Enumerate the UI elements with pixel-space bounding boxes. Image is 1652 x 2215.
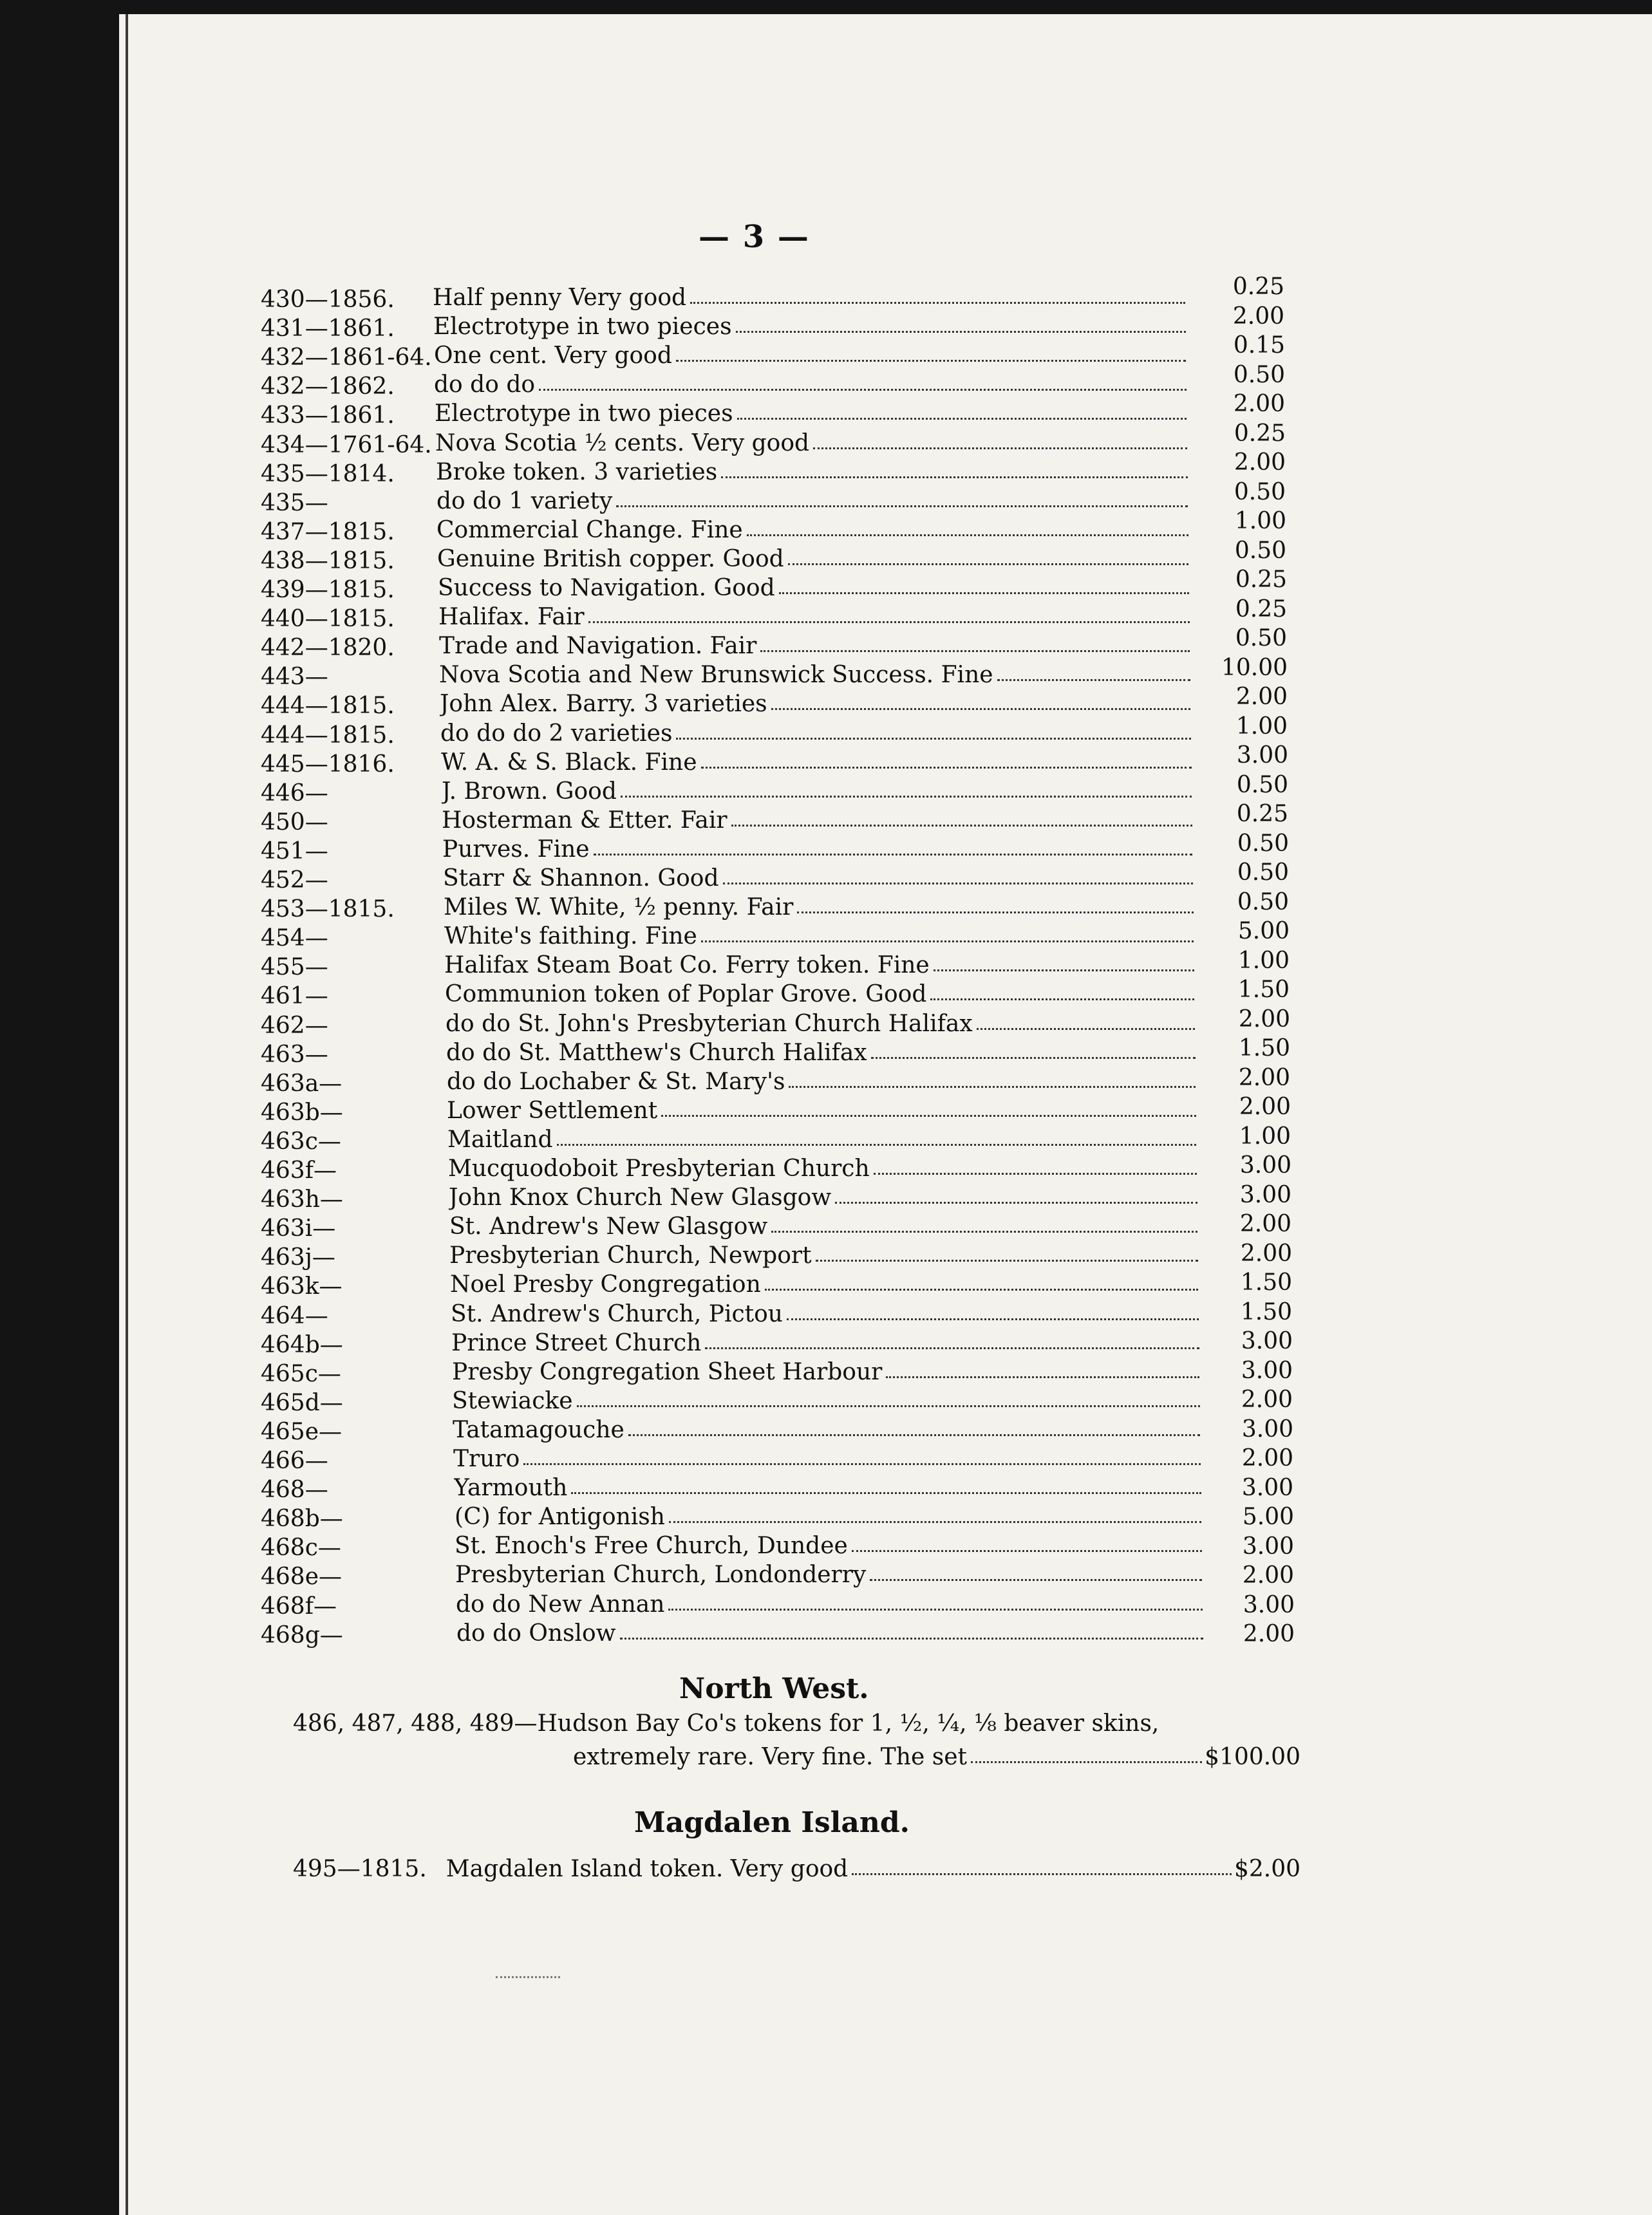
item-description-text: Electrotype in two pieces: [433, 313, 732, 340]
item-price: 3.00: [1241, 1475, 1293, 1501]
item-description-text: Stewiacke: [452, 1388, 573, 1414]
leader-dots: [930, 998, 1194, 1000]
item-description-text: St. Enoch's Free Church, Dundee: [455, 1533, 848, 1559]
lot-number: 451—: [261, 838, 328, 865]
leader-dots: [737, 418, 1187, 420]
item-price: 0.25: [1235, 596, 1287, 622]
item-description: [438, 573, 1192, 601]
item-description: [450, 1269, 1201, 1298]
item-description-text: Half penny Very good: [433, 285, 687, 311]
leader-dots: [971, 1761, 1202, 1763]
item-description-text: Truro: [453, 1446, 520, 1472]
item-price: 2.00: [1232, 303, 1284, 330]
leader-dots: [771, 708, 1190, 710]
item-description: [438, 602, 1192, 630]
item-price: 0.50: [1237, 889, 1289, 915]
leader-dots: [747, 534, 1188, 536]
item-description: [434, 341, 1188, 369]
item-description-text: Broke token. 3 varieties: [436, 459, 718, 485]
lot-number: 431—1861.: [261, 315, 395, 342]
item-description: [456, 1589, 1205, 1618]
lot-number: 434—1761-64.: [261, 432, 432, 458]
item-price: 2.00: [1238, 1065, 1290, 1091]
leader-dots: [997, 679, 1190, 681]
item-description: [433, 283, 1188, 311]
leader-dots: [736, 331, 1186, 333]
leader-dots: [620, 1638, 1204, 1640]
item-price: 1.50: [1240, 1299, 1292, 1325]
item-description: [456, 1618, 1206, 1647]
lot-number: 442—1820.: [261, 635, 395, 661]
lot-number: 461—: [261, 983, 328, 1009]
item-price: 2.00: [1239, 1211, 1291, 1237]
lot-number: 432—1861-64.: [261, 344, 432, 371]
item-description-text: Maitland: [447, 1126, 553, 1153]
leader-dots: [813, 447, 1187, 449]
item-price: 1.50: [1238, 1035, 1290, 1061]
lot-number: 468c—: [261, 1535, 341, 1561]
lot-number: 443—: [261, 664, 328, 690]
item-description-text: Starr & Shannon. Good: [443, 865, 719, 892]
leader-dots: [628, 1434, 1200, 1436]
leader-dots: [723, 883, 1193, 884]
leader-dots: [676, 360, 1186, 362]
item-description: [444, 892, 1196, 921]
leader-dots: [661, 1115, 1196, 1117]
item-description: [440, 718, 1194, 747]
item-description-text: Lower Settlement: [447, 1098, 658, 1124]
item-description: [436, 486, 1190, 514]
item-price: 3.00: [1236, 742, 1288, 769]
item-description: [436, 457, 1190, 485]
item-price: 3.00: [1239, 1152, 1291, 1179]
lot-number: 450—: [261, 809, 328, 836]
lot-number: 468g—: [261, 1622, 343, 1649]
north-west-entry-line2: [573, 1742, 1300, 1770]
leader-dots: [668, 1609, 1203, 1611]
item-description-text: Commercial Change. Fine: [436, 517, 743, 543]
item-price: 2.00: [1238, 1006, 1290, 1033]
item-description: [455, 1531, 1205, 1559]
item-description-text: Noel Presby Congregation: [450, 1271, 761, 1298]
lot-number: 463c—: [261, 1128, 341, 1155]
item-description-text: do do do: [434, 371, 536, 398]
lot-number: 468e—: [261, 1564, 343, 1590]
item-price: 0.50: [1237, 859, 1289, 886]
item-description-text: Purves. Fine: [442, 836, 590, 863]
leader-dots: [721, 476, 1188, 478]
item-description-text: do do St. John's Presbyterian Church Halifax: [446, 1011, 973, 1037]
item-price: 0.50: [1234, 479, 1286, 505]
item-price: 0.50: [1234, 537, 1286, 564]
leader-dots: [797, 911, 1194, 913]
lot-number: 463k—: [261, 1273, 343, 1300]
page-number: — 3 —: [699, 219, 810, 255]
item-description-text: John Knox Church New Glasgow: [449, 1184, 832, 1211]
item-description: [439, 631, 1192, 659]
lot-number: 445—1816.: [261, 751, 395, 778]
item-description: [440, 689, 1193, 717]
leader-dots: [690, 302, 1185, 304]
item-price: 3.00: [1239, 1182, 1291, 1208]
leader-dots: [731, 825, 1192, 827]
item-description: [446, 1009, 1197, 1037]
lot-number: 463h—: [261, 1186, 343, 1213]
item-description-text: Halifax. Fair: [438, 604, 585, 630]
item-description-text: Prince Street Church: [451, 1330, 702, 1356]
leader-dots: [669, 1521, 1201, 1523]
item-price: 2.00: [1241, 1387, 1293, 1413]
lot-number: 465c—: [261, 1361, 341, 1387]
item-price: 1.00: [1235, 713, 1288, 740]
item-description: [452, 1386, 1203, 1414]
item-price: 0.25: [1232, 274, 1284, 300]
leader-dots: [788, 563, 1188, 565]
item-description-text: Hosterman & Etter. Fair: [442, 807, 727, 834]
item-price: 1.00: [1234, 508, 1286, 534]
leader-dots: [765, 1289, 1198, 1291]
section-heading-magdalen: Magdalen Island.: [634, 1806, 910, 1839]
item-price: 2.00: [1240, 1240, 1292, 1267]
lot-number: 465d—: [261, 1390, 343, 1416]
lot-number: 462—: [261, 1013, 328, 1039]
lot-number: 468b—: [261, 1506, 343, 1532]
lot-number: 439—1815.: [261, 577, 395, 603]
leader-dots: [588, 621, 1190, 623]
magdalen-entry: [293, 1854, 1300, 1882]
leader-dots: [934, 969, 1194, 971]
item-description-text: do do Lochaber & St. Mary's: [447, 1069, 785, 1095]
lot-number: 463i—: [261, 1215, 336, 1242]
item-description-text: One cent. Very good: [434, 342, 672, 369]
item-description-text: White's faithing. Fine: [444, 923, 697, 949]
leader-dots: [594, 854, 1192, 855]
item-price: 1.00: [1237, 948, 1290, 974]
leader-dots: [852, 1873, 1232, 1875]
item-price: 5.00: [1242, 1504, 1294, 1530]
lot-number: 463f—: [261, 1157, 337, 1184]
item-description-text: do do Onslow: [456, 1620, 616, 1647]
item-price: 0.50: [1237, 830, 1289, 857]
item-price: 1.50: [1240, 1269, 1292, 1296]
item-price: 3.00: [1241, 1328, 1293, 1354]
item-description-text: do do do 2 varieties: [440, 720, 673, 747]
item-description-text: Electrotype in two pieces: [435, 400, 733, 427]
lot-number: 444—1815.: [261, 722, 395, 749]
leader-dots: [886, 1376, 1199, 1378]
lot-number: 468f—: [261, 1593, 337, 1620]
item-description: [447, 1096, 1199, 1124]
item-description: [442, 805, 1195, 834]
leader-dots: [701, 767, 1192, 769]
lot-number: 444—1815.: [261, 693, 395, 719]
item-description-text: do do 1 variety: [436, 488, 613, 514]
item-description-text: Success to Navigation. Good: [438, 575, 775, 601]
item-description-text: Tatamagouche: [453, 1417, 624, 1443]
item-description: [439, 660, 1193, 688]
lot-number: 463a—: [261, 1070, 343, 1097]
item-description-text: Trade and Navigation. Fair: [439, 633, 757, 659]
item-description-text: Presbyterian Church, Londonderry: [455, 1562, 867, 1588]
magdalen-lot: 495—1815.: [293, 1856, 427, 1882]
item-description: [447, 1125, 1199, 1153]
item-price: 3.00: [1241, 1416, 1293, 1443]
item-description: [433, 312, 1188, 340]
item-description: [444, 950, 1197, 978]
leader-dots: [760, 650, 1190, 652]
item-description: [449, 1211, 1200, 1240]
leader-dots: [789, 1086, 1196, 1088]
leader-dots: [787, 1318, 1199, 1320]
item-description-text: Nova Scotia and New Brunswick Success. Fine: [439, 662, 993, 688]
leader-dots: [701, 940, 1194, 942]
item-price: 0.25: [1235, 566, 1287, 593]
item-description-text: Nova Scotia ½ cents. Very good: [435, 430, 810, 456]
item-description: [455, 1502, 1204, 1530]
item-price: 0.25: [1236, 801, 1288, 827]
item-description: [449, 1240, 1201, 1269]
lot-number: 433—1861.: [261, 402, 395, 429]
leader-dots: [870, 1579, 1202, 1581]
item-price: 3.00: [1243, 1592, 1295, 1618]
leader-dots: [577, 1405, 1200, 1407]
item-description-text: J. Brown. Good: [442, 778, 617, 805]
lot-number: 453—1815.: [261, 896, 395, 922]
leader-dots: [616, 505, 1188, 507]
item-price: 0.50: [1236, 772, 1288, 798]
lot-number: 454—: [261, 925, 328, 951]
item-description: [447, 1067, 1198, 1095]
leader-dots: [676, 738, 1191, 740]
item-description-text: John Alex. Barry. 3 varieties: [440, 691, 767, 717]
item-description-text: St. Andrew's New Glasgow: [449, 1213, 768, 1240]
item-price: 2.00: [1235, 684, 1288, 710]
magdalen-desc: Magdalen Island token. Very good: [446, 1856, 849, 1882]
item-description: [434, 369, 1189, 398]
item-description: [445, 979, 1197, 1007]
leader-dots: [557, 1144, 1196, 1146]
item-price: 2.00: [1233, 391, 1285, 417]
item-price: 2.00: [1242, 1562, 1294, 1589]
lot-number: 466—: [261, 1448, 328, 1474]
lot-number: 435—: [261, 490, 328, 516]
item-description: [448, 1154, 1199, 1182]
leader-dots: [523, 1463, 1201, 1465]
item-description-text: W. A. & S. Black. Fine: [441, 749, 697, 776]
item-description: [452, 1357, 1202, 1385]
lot-number: 438—1815.: [261, 548, 395, 574]
lot-number: 463—: [261, 1042, 328, 1068]
item-description-text: Communion token of Poplar Grove. Good: [445, 981, 927, 1007]
item-description-text: Mucquodoboit Presbyterian Church: [448, 1155, 870, 1182]
item-description: [455, 1560, 1205, 1588]
item-description: [435, 398, 1189, 427]
item-description: [443, 863, 1196, 892]
leader-dots: [871, 1057, 1196, 1059]
item-description-text: Presby Congregation Sheet Harbour: [452, 1359, 883, 1385]
item-price: 5.00: [1237, 918, 1290, 944]
lot-number: 446—: [261, 780, 328, 807]
item-price: 2.00: [1239, 1094, 1291, 1120]
item-description: [453, 1415, 1203, 1443]
leader-dots: [539, 389, 1187, 391]
leader-dots: [816, 1260, 1198, 1262]
leader-dots: [852, 1550, 1202, 1552]
north-west-entry-line2-text: extremely rare. Very fine. The set: [573, 1744, 967, 1770]
item-description-text: St. Andrew's Church, Pictou: [451, 1301, 783, 1327]
item-price: 0.25: [1234, 420, 1286, 447]
item-description: [436, 515, 1191, 543]
north-west-entry-line1: 486, 487, 488, 489—Hudson Bay Co's tokens for 1, ½, ¼, ⅛ beaver skins,: [293, 1710, 1159, 1737]
lot-number: 463b—: [261, 1099, 343, 1126]
item-description-text: do do St. Matthew's Church Halifax: [446, 1040, 867, 1066]
item-description: [449, 1182, 1200, 1211]
item-description: [442, 834, 1195, 863]
lot-number: 440—1815.: [261, 606, 395, 632]
section-heading-north-west: North West.: [679, 1672, 869, 1705]
lot-number: 437—1815.: [261, 519, 395, 545]
item-description: [451, 1299, 1201, 1327]
item-price: 2.00: [1241, 1445, 1293, 1472]
leader-dots: [571, 1492, 1201, 1494]
item-description: [446, 1038, 1198, 1066]
lot-number: 463j—: [261, 1244, 335, 1271]
lot-number: 430—1856.: [261, 286, 395, 313]
leader-dots: [621, 796, 1192, 798]
item-price: 2.00: [1243, 1621, 1295, 1647]
item-description: [435, 428, 1190, 456]
item-description: [437, 544, 1191, 572]
item-description-text: Presbyterian Church, Newport: [449, 1242, 812, 1269]
item-price: 2.00: [1234, 449, 1286, 476]
lot-number: 465e—: [261, 1419, 343, 1445]
leader-dots: [835, 1202, 1197, 1204]
leader-dots: [977, 1028, 1195, 1030]
ink-smudge: [496, 1974, 560, 1978]
item-description: [451, 1328, 1202, 1356]
item-price: 10.00: [1221, 655, 1288, 681]
leader-dots: [874, 1173, 1197, 1175]
leader-dots: [779, 592, 1189, 594]
leader-dots: [705, 1347, 1199, 1349]
item-description: [442, 776, 1194, 805]
item-description-text: Halifax Steam Boat Co. Ferry token. Fine: [444, 952, 930, 978]
item-description-text: do do New Annan: [456, 1591, 665, 1618]
lot-number: 464b—: [261, 1332, 343, 1358]
leader-dots: [771, 1231, 1197, 1233]
item-description-text: Miles W. White, ½ penny. Fair: [444, 894, 794, 921]
item-price: 0.15: [1233, 332, 1285, 359]
item-price: 3.00: [1241, 1358, 1293, 1384]
page-edge-divider: [126, 14, 128, 2215]
north-west-price: $100.00: [1205, 1744, 1300, 1770]
item-price: 1.00: [1239, 1123, 1291, 1150]
lot-number: 455—: [261, 954, 328, 980]
item-price: 0.50: [1233, 362, 1285, 388]
lot-number: 432—1862.: [261, 373, 395, 400]
magdalen-price: $2.00: [1234, 1856, 1300, 1882]
lot-number: 435—1814.: [261, 461, 395, 487]
lot-number: 464—: [261, 1303, 328, 1329]
item-price: 3.00: [1242, 1533, 1294, 1560]
item-description: [453, 1444, 1203, 1472]
lot-number: 468—: [261, 1477, 328, 1503]
item-price: 1.50: [1237, 977, 1290, 1003]
item-description: [454, 1473, 1204, 1501]
item-description: [441, 747, 1194, 776]
lot-number: 452—: [261, 867, 328, 893]
item-price: 0.50: [1235, 625, 1287, 651]
item-description-text: (C) for Antigonish: [455, 1504, 665, 1530]
item-description-text: Genuine British copper. Good: [437, 546, 784, 572]
item-description-text: Yarmouth: [454, 1475, 568, 1501]
item-description: [444, 921, 1196, 949]
